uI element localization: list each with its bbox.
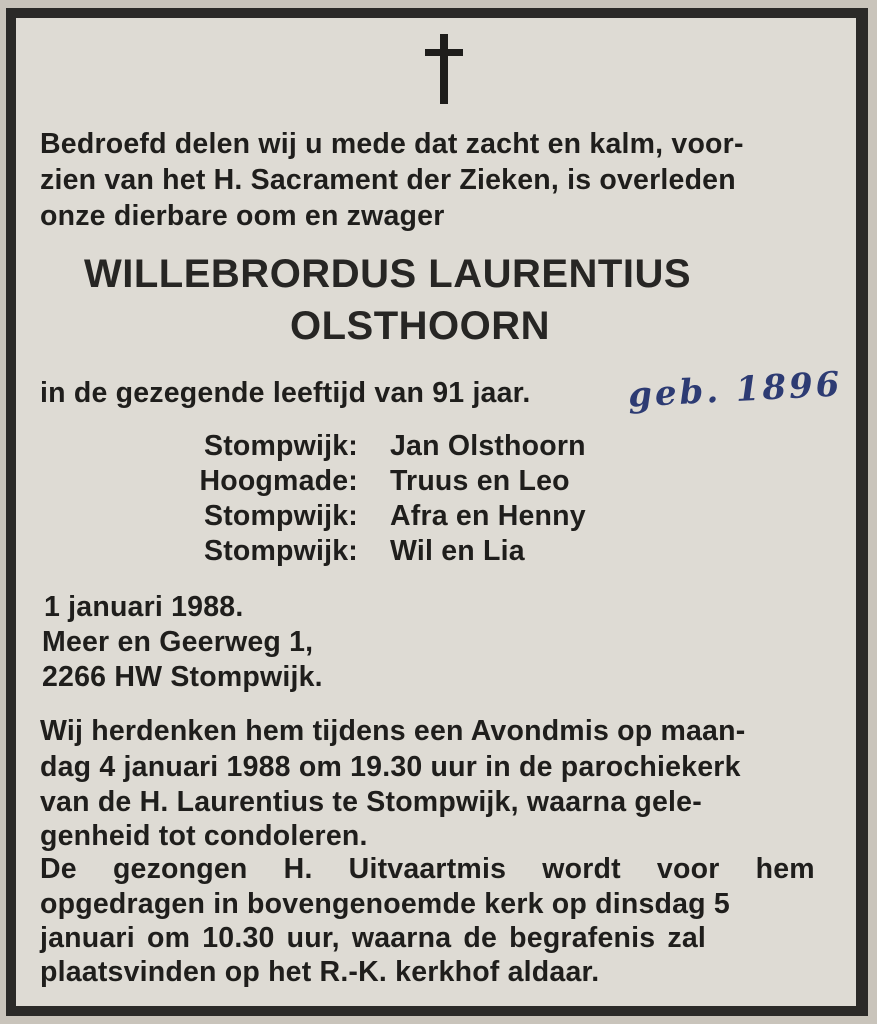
service-line-1: Wij herdenken hem tijdens een Avondmis op maan- bbox=[40, 715, 746, 747]
service-line-4: genheid tot condoleren. bbox=[40, 820, 368, 852]
address-street: Meer en Geerweg 1, bbox=[42, 626, 314, 658]
intro-line-3: onze dierbare oom en zwager bbox=[40, 200, 445, 232]
service-line-3: van de H. Laurentius te Stompwijk, waarna gele- bbox=[40, 786, 702, 818]
relative-names: Jan Olsthoorn bbox=[390, 430, 586, 462]
address-city: 2266 HW Stompwijk. bbox=[42, 661, 323, 693]
relative-place: Stompwijk: bbox=[203, 535, 358, 567]
relative-names: Truus en Leo bbox=[390, 465, 570, 497]
age-line: in de gezegende leeftijd van 91 jaar. bbox=[40, 377, 531, 409]
intro-line-1: Bedroefd delen wij u mede dat zacht en kalm, voor- bbox=[40, 128, 744, 160]
service-line-6: opgedragen in bovengenoemde kerk op dinsdag 5 bbox=[40, 888, 730, 920]
service-line-8: plaatsvinden op het R.-K. kerkhof aldaar. bbox=[40, 956, 600, 988]
relative-place: Stompwijk: bbox=[203, 430, 358, 462]
intro-line-2: zien van het H. Sacrament der Zieken, is overleden bbox=[40, 164, 736, 196]
deceased-name-line-2: OLSTHOORN bbox=[290, 304, 551, 348]
relative-names: Wil en Lia bbox=[390, 535, 525, 567]
handwritten-note: geb. 1896 bbox=[627, 364, 844, 416]
notice-date: 1 januari 1988. bbox=[44, 591, 244, 623]
cross-icon bbox=[425, 34, 463, 104]
relative-names: Afra en Henny bbox=[390, 500, 586, 532]
relative-place: Hoogmade: bbox=[199, 465, 358, 497]
service-line-5: De gezongen H. Uitvaartmis wordt voor hem bbox=[40, 853, 815, 885]
relative-place: Stompwijk: bbox=[203, 500, 358, 532]
deceased-name-line-1: WILLEBRORDUS LAURENTIUS bbox=[84, 252, 692, 296]
service-line-7: januari om 10.30 uur, waarna de begrafenis zal bbox=[40, 922, 707, 954]
service-line-2: dag 4 januari 1988 om 19.30 uur in de parochiekerk bbox=[40, 751, 741, 783]
